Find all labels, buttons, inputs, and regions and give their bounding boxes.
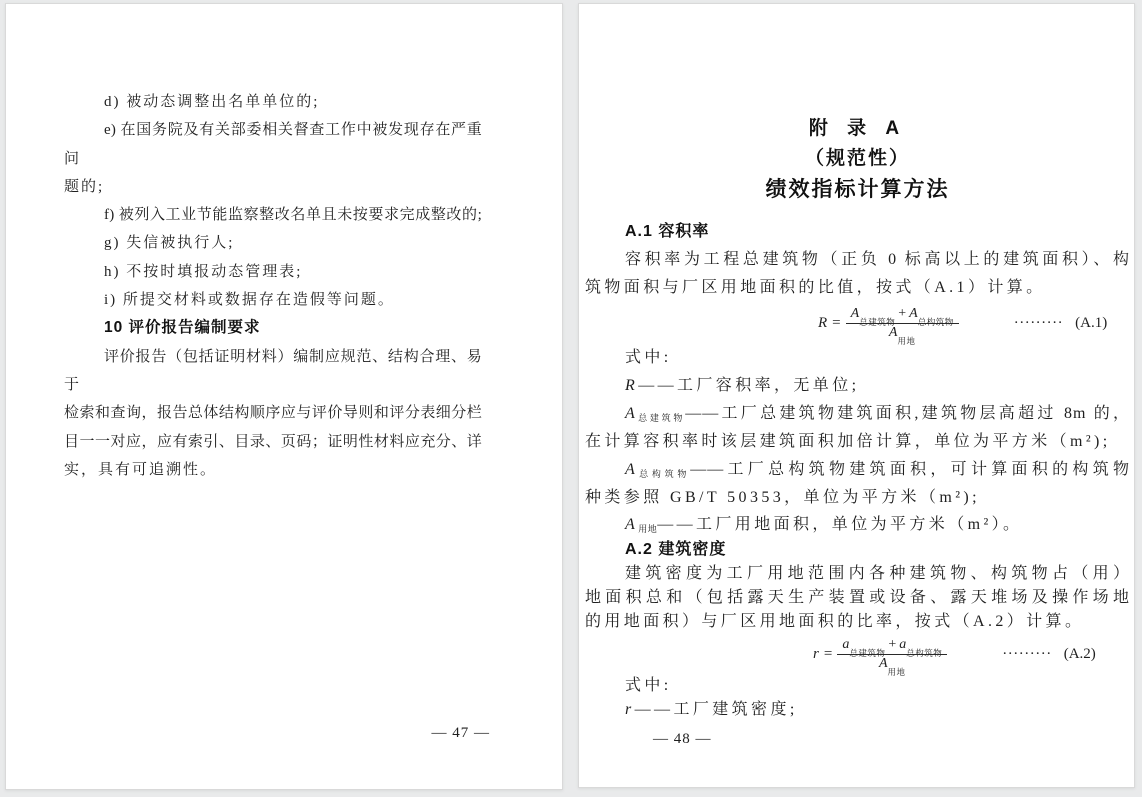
a2-paragraph-line: 地面积总和（包括露天生产装置或设备、露天堆场及操作场地 — [585, 589, 1130, 606]
a2-paragraph-line: 建筑密度为工厂用地范围内各种建筑物、构筑物占（用） — [625, 565, 1130, 582]
list-item-g: g) 失信被执行人; — [104, 235, 235, 252]
document-page-48[interactable] — [578, 3, 1135, 788]
formula-a1-dots: ········· — [1013, 314, 1064, 331]
formula-a1-fraction: A 总建筑物 + A 总构筑物 A 用地 — [846, 306, 959, 341]
definition-A-land: $A_{用地}——$工厂用地面积，单位为平方米（m²）。 — [625, 516, 1023, 534]
list-item-f: f) 被列入工业节能监察整改名单且未按要求完成整改的; — [104, 207, 482, 224]
page-number-47: — 47 — — [431, 725, 490, 741]
where-label: 式中: — [625, 677, 672, 694]
definition-continuation: 种类参照 GB/T 50353，单位为平方米（m²); — [585, 489, 980, 506]
formula-a2-fraction: a 总建筑物 + a 总构筑物 A 用地 — [837, 637, 947, 672]
a1-paragraph-line: 筑物面积与厂区用地面积的比值，按式（A.1）计算。 — [585, 279, 1046, 296]
a1-paragraph-line: 容积率为工程总建筑物（正负 0 标高以上的建筑面积）、构 — [625, 251, 1130, 268]
document-page-47[interactable] — [5, 3, 563, 790]
page-48-text-block — [579, 114, 1134, 722]
paragraph-line: 检索和查询，报告总体结构顺序应与评价导则和评分表细分栏 — [64, 405, 482, 422]
appendix-title: 附 录 A — [808, 118, 907, 139]
section-heading-a1: A.1 容积率 — [625, 223, 710, 240]
list-item-h: h) 不按时填报动态管理表; — [104, 263, 303, 280]
list-item-i: i) 所提交材料或数据存在造假等问题。 — [104, 292, 395, 309]
section-heading-a2: A.2 建筑密度 — [625, 541, 727, 558]
formula-a2 — [813, 634, 1130, 677]
definition-continuation: 在计算容积率时该层建筑面积加倍计算，单位为平方米（m²); — [585, 433, 1111, 450]
formula-a1 — [818, 302, 1130, 344]
formula-a2-dots: ········· — [1002, 645, 1052, 662]
definition-A-total-building: $A_{总建筑物}——$工厂总建筑物建筑面积,建筑物层高超过 8m 的， — [625, 405, 1130, 423]
page-number-48: — 48 — — [653, 731, 712, 747]
where-label: 式中: — [625, 349, 672, 366]
definition-R: R——工厂容积率，无单位; — [625, 377, 860, 394]
list-item-e: e) 在国务院及有关部委相关督查工作中被发现存在严重问 — [64, 122, 482, 167]
paragraph-line: 实，具有可追溯性。 — [64, 461, 218, 478]
paragraph-line: 评价报告（包括证明材料）编制应规范、结构合理、易于 — [64, 348, 482, 393]
definition-r: r——工厂建筑密度; — [625, 701, 798, 718]
paragraph-line: 目一一对应，应有索引、目录、页码；证明性材料应充分、详 — [64, 433, 482, 450]
list-item-e-continuation: 题的; — [64, 178, 105, 195]
list-item-d: d) 被动态调整出名单单位的; — [104, 94, 320, 110]
formula-a2-reference: (A.2) — [1063, 645, 1096, 662]
formula-a2-equation: r = a 总建筑物 + a 总构筑物 A 用地 — [813, 637, 947, 672]
page-47-text-block — [6, 4, 562, 484]
appendix-normative-label: （规范性） — [804, 148, 910, 169]
appendix-subtitle: 绩效指标计算方法 — [765, 178, 950, 201]
definition-A-total-structure: $A_{总构筑物}——$工厂总构筑物建筑面积，可计算面积的构筑物 — [625, 461, 1130, 479]
formula-a1-reference: (A.1) — [1075, 314, 1108, 331]
section-heading-10: 10 评价报告编制要求 — [104, 319, 261, 337]
formula-a1-equation: R = A 总建筑物 + A 总构筑物 A 用地 — [818, 306, 959, 341]
a2-paragraph-line: 的用地面积）与厂区用地面积的比率，按式（A.2）计算。 — [585, 613, 1085, 630]
